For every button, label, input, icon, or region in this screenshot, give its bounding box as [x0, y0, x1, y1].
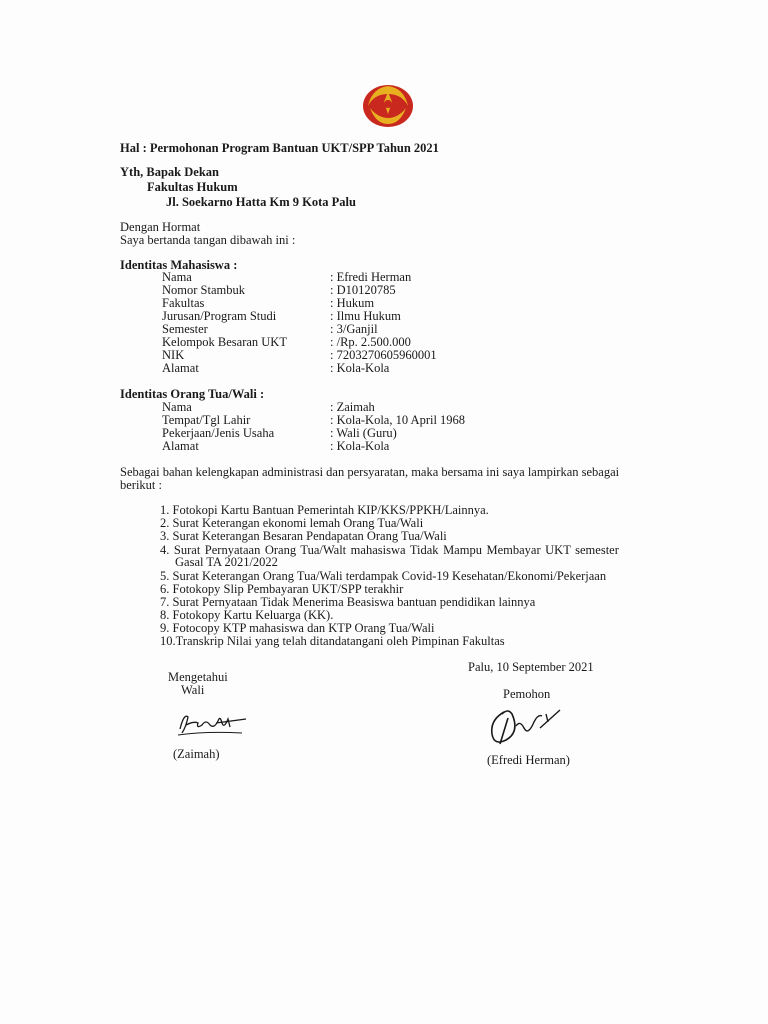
student-section-title: Identitas Mahasiswa : [120, 258, 238, 272]
student-value: : 3/Ganjil [330, 322, 378, 336]
list-item: 9. Fotocopy KTP mahasiswa dan KTP Orang Tua/Wali [160, 621, 435, 635]
list-item: 10.Transkrip Nilai yang telah ditandatangani oleh Pimpinan Fakultas [160, 634, 505, 648]
student-label: Nomor Stambuk [162, 283, 245, 297]
student-value: : D10120785 [330, 283, 396, 297]
recipient-faculty: Fakultas Hukum [147, 180, 238, 194]
guardian-value: : Kola-Kola [330, 439, 390, 453]
student-value: : /Rp. 2.500.000 [330, 335, 411, 349]
list-item: 4. Surat Pernyataan Orang Tua/Walt mahasiswa Tidak Mampu Membayar UKT semester [160, 543, 619, 557]
intro-line: Saya bertanda tangan dibawah ini : [120, 233, 296, 247]
student-label: Fakultas [162, 296, 205, 310]
guardian-label: Alamat [162, 439, 199, 453]
student-label: Nama [162, 270, 192, 284]
greeting: Dengan Hormat [120, 220, 201, 234]
guardian-value: : Kola-Kola, 10 April 1968 [330, 413, 466, 427]
list-item: 5. Surat Keterangan Orang Tua/Wali terdampak Covid-19 Kesehatan/Ekonomi/Pekerjaan [160, 569, 607, 583]
student-value: : Kola-Kola [330, 361, 390, 375]
student-label: Kelompok Besaran UKT [162, 335, 287, 349]
statement-line-1: Sebagai bahan kelengkapan administrasi dan persyaratan, maka bersama ini saya lampirkan sebagai [120, 465, 620, 479]
statement-line-2: berikut : [120, 478, 163, 492]
student-label: Semester [162, 322, 208, 336]
student-label: Alamat [162, 361, 199, 375]
student-value: : Efredi Herman [330, 270, 412, 284]
applicant-signature-icon [486, 706, 564, 748]
student-value: : 7203270605960001 [330, 348, 437, 362]
left-signatory-title: Mengetahui [168, 670, 228, 684]
guardian-label: Tempat/Tgl Lahir [162, 413, 251, 427]
list-item: 3. Surat Keterangan Besaran Pendapatan Orang Tua/Wali [160, 529, 447, 543]
guardian-name: (Zaimah) [173, 747, 220, 761]
list-item: Gasal TA 2021/2022 [175, 555, 278, 569]
list-item: 2. Surat Keterangan ekonomi lemah Orang Tua/Wali [160, 516, 424, 530]
university-logo-icon [362, 80, 414, 128]
subject-line: Hal : Permohonan Program Bantuan UKT/SPP Tahun 2021 [120, 141, 439, 155]
student-label: Jurusan/Program Studi [162, 309, 277, 323]
list-item: 1. Fotokopi Kartu Bantuan Pemerintah KIP/KKS/PPKH/Lainnya. [160, 503, 489, 517]
guardian-value: : Wali (Guru) [330, 426, 397, 440]
guardian-label: Nama [162, 400, 192, 414]
right-signatory-title: Pemohon [503, 687, 551, 701]
guardian-section-title: Identitas Orang Tua/Wali : [120, 387, 265, 401]
left-signatory-role: Wali [181, 683, 205, 697]
guardian-value: : Zaimah [330, 400, 375, 414]
guardian-signature-icon [176, 707, 248, 739]
place-date: Palu, 10 September 2021 [468, 660, 594, 674]
student-value: : Ilmu Hukum [330, 309, 401, 323]
recipient-address: Jl. Soekarno Hatta Km 9 Kota Palu [166, 195, 356, 209]
student-value: : Hukum [330, 296, 375, 310]
list-item: 7. Surat Pernyataan Tidak Menerima Beasiswa bantuan pendidikan lainnya [160, 595, 536, 609]
list-item: 6. Fotokopy Slip Pembayaran UKT/SPP terakhir [160, 582, 404, 596]
recipient-title: Yth, Bapak Dekan [120, 165, 219, 179]
applicant-name: (Efredi Herman) [487, 753, 570, 767]
guardian-label: Pekerjaan/Jenis Usaha [162, 426, 275, 440]
list-item: 8. Fotokopy Kartu Keluarga (KK). [160, 608, 334, 622]
student-label: NIK [162, 348, 185, 362]
